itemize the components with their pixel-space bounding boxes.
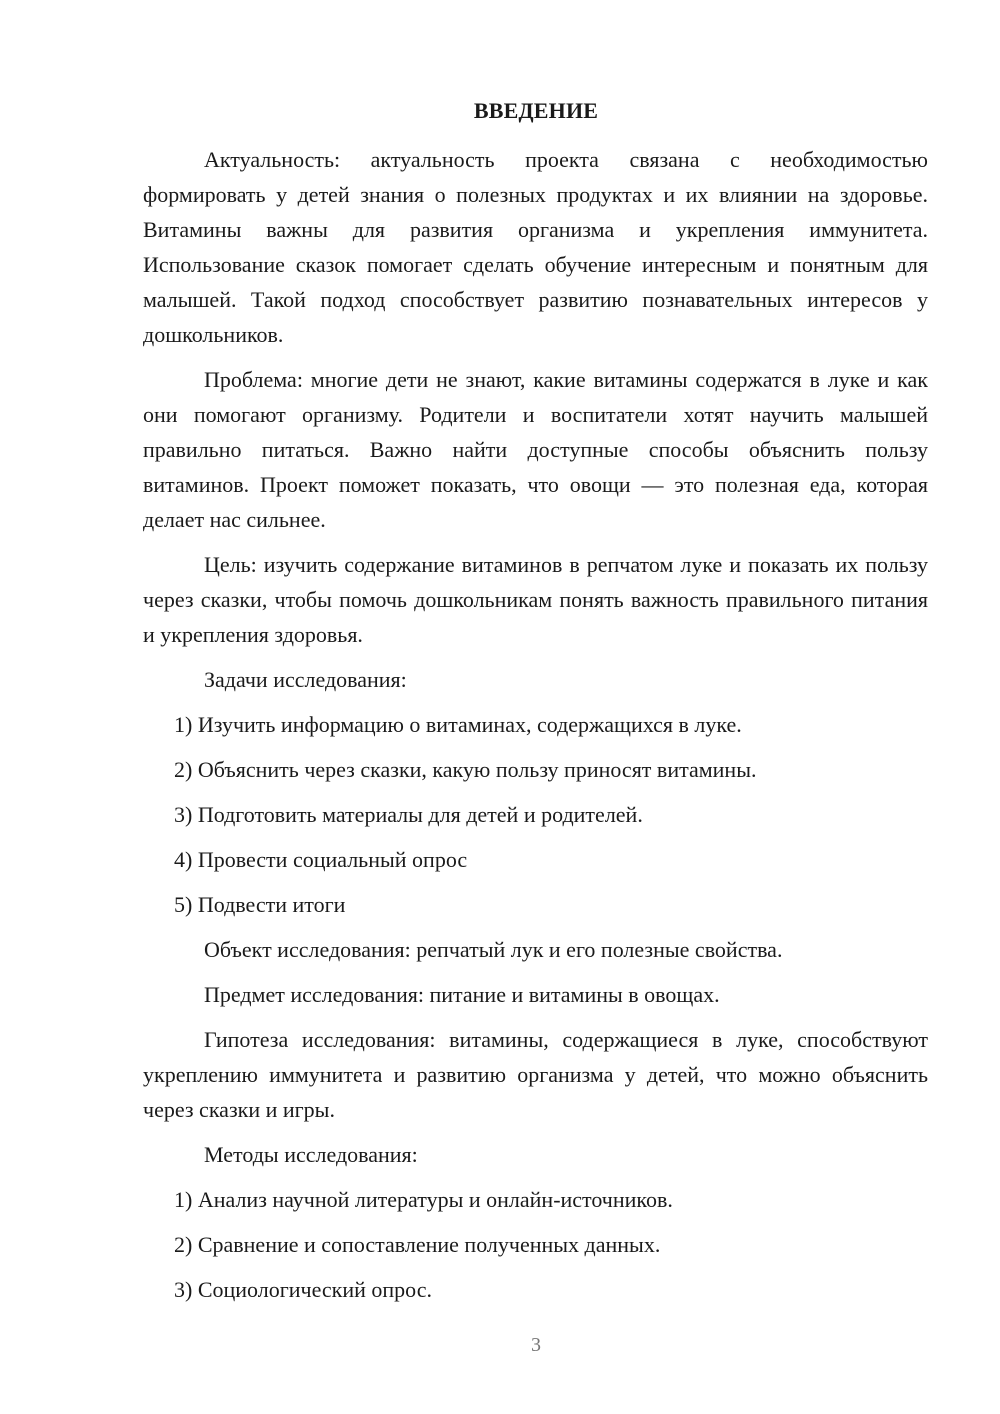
tasks-heading: Задачи исследования: — [204, 667, 407, 692]
list-item-task-3: 3) Подготовить материалы для детей и родителей. — [174, 802, 643, 827]
object-paragraph: Объект исследования: репчатый лук и его полезные свойства. — [204, 937, 783, 962]
section-title: ВВЕДЕНИЕ — [473, 98, 599, 123]
list-item-method-1: 1) Анализ научной литературы и онлайн-источников. — [174, 1187, 673, 1212]
list-item-task-2: 2) Объяснить через сказки, какую пользу приносят витамины. — [174, 757, 757, 782]
tasks-list — [143, 707, 928, 922]
methods-list — [143, 1182, 928, 1307]
relevance-paragraph: Актуальность: актуальность проекта связана с необходимостью формировать у детей знания о полезных продуктах и их влиянии на здоровье. Витамины важны для развития организма и укрепления иммунитета. Использование сказок помогает сделать обучение интересным и понятным для малышей. Такой подход способствует развитию познавательных интересов у дошкольников. — [143, 147, 928, 347]
list-item-method-2: 2) Сравнение и сопоставление полученных данных. — [174, 1232, 661, 1257]
page-number: 3 — [531, 1334, 541, 1356]
list-item-task-4: 4) Провести социальный опрос — [174, 847, 468, 872]
document-body — [143, 142, 928, 1317]
list-item-task-5: 5) Подвести итоги — [174, 892, 346, 917]
subject-paragraph: Предмет исследования: питание и витамины в овощах. — [204, 982, 720, 1007]
hypothesis-paragraph: Гипотеза исследования: витамины, содержащиеся в луке, способствуют укреплению иммунитета и развитию организма у детей, что можно объяснить через сказки и игры. — [143, 1027, 928, 1122]
list-item-task-1: 1) Изучить информацию о витаминах, содержащихся в луке. — [174, 712, 742, 737]
problem-paragraph: Проблема: многие дети не знают, какие витамины содержатся в луке и как они помогают организму. Родители и воспитатели хотят научить малышей правильно питаться. Важно найти доступные способы объяснить пользу витаминов. Проект поможет показать, что овощи — это полезная еда, которая делает нас сильнее. — [143, 367, 928, 532]
methods-heading: Методы исследования: — [204, 1142, 418, 1167]
goal-paragraph: Цель: изучить содержание витаминов в репчатом луке и показать их пользу через сказки, чтобы помочь дошкольникам понять важность правильного питания и укрепления здоровья. — [143, 552, 928, 647]
list-item-method-3: 3) Социологический опрос. — [174, 1277, 432, 1302]
